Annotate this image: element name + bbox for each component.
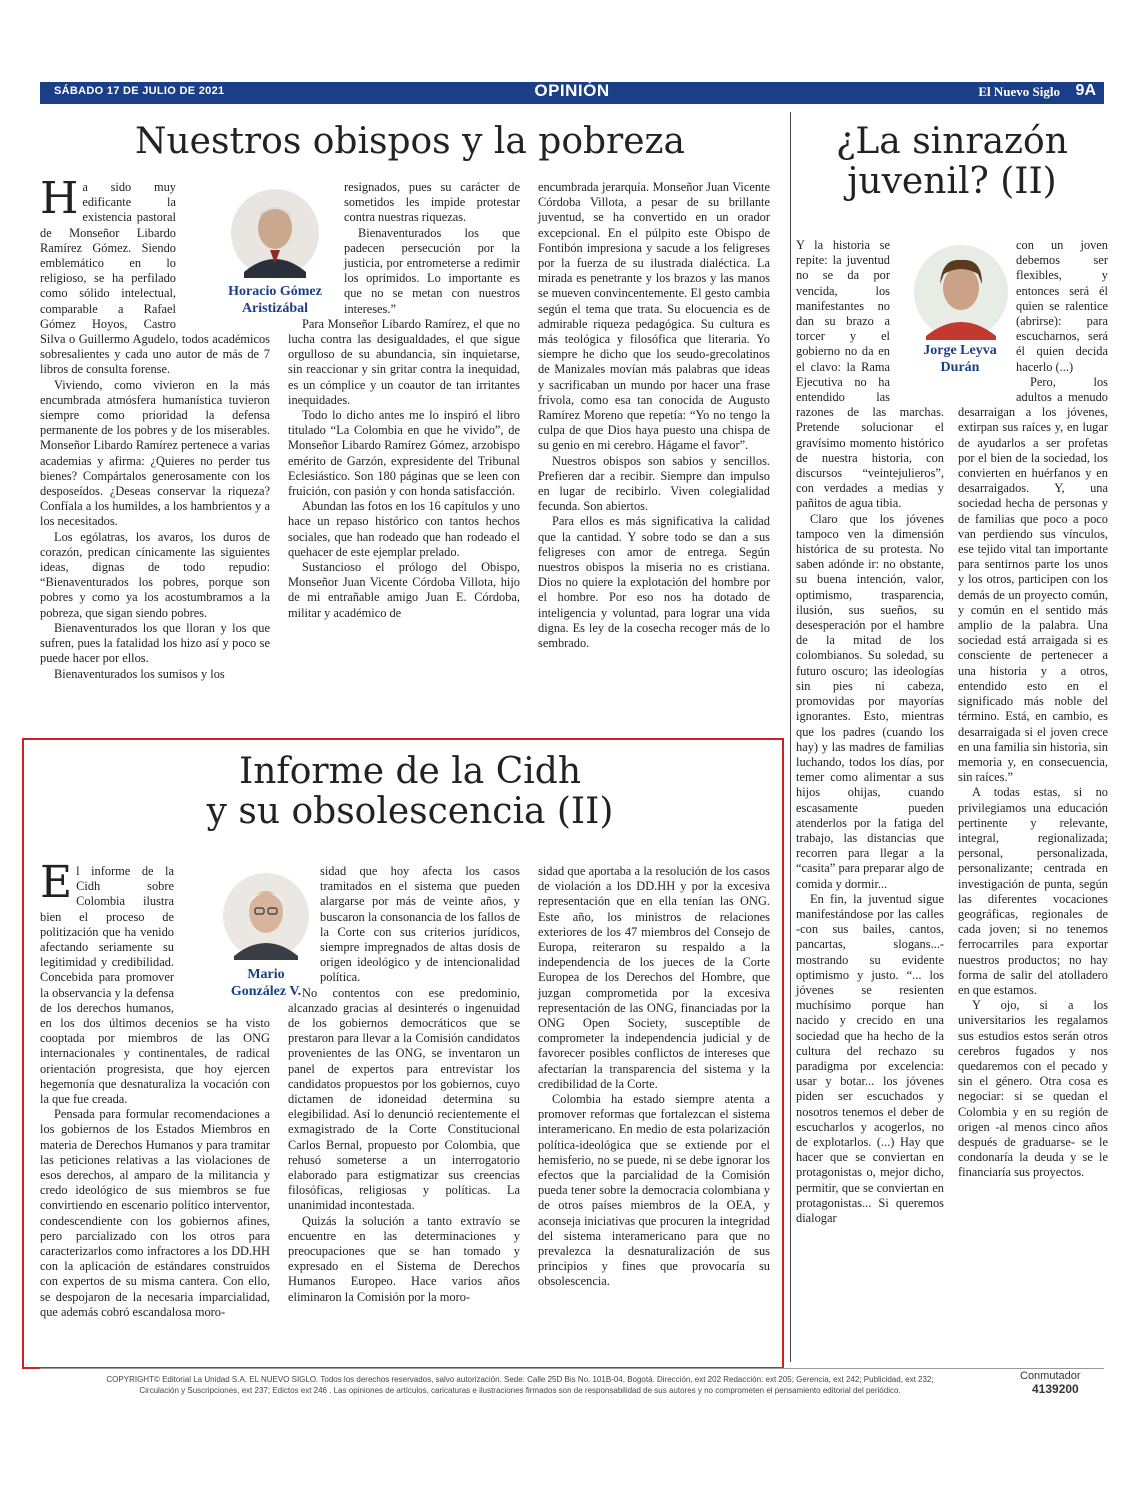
paragraph: Todo lo dicho antes me lo inspiró el libro titulado “La Colombia en que he vivido”, de Monseñor Libardo Ramírez Gómez, arzobispo emérito de Garzón, expresidente del Tribunal Eclesiástico. Son 180 páginas que se leen con fruición, con pasión y con honda satisfacción. — [288, 408, 520, 499]
paragraph: Bienaventurados los sumisos y los — [54, 666, 225, 681]
paragraph: Pero, los adultos a menudo desarraigan a los jóvenes, extirpan sus raíces y, en lugar de ayudarlos a ser profetas por el bien de la sociedad, los convierten en huérfanos y en desarraigados. Y, una sociedad hecha de personas y de familias que poco a poco van perdiendo sus vínculos, ese tejido vital tan importante para sentirnos parte los unos y los otros, participen con los demás de un proyecto común, y común en el sentido más amplio de la palabra. Una sociedad está arraigada si es consciente de pertenecer a una historia y a otros, entendido esto en el significado más noble del término. Está, en cambio, es desarraigada si el joven crece en una familia sin historia, sin memoria y, en consecuencia, sin raíces.” — [958, 374, 1108, 785]
paragraph: sidad que hoy afecta los casos tramitados en el sistema que pueden alargarse por más de veinte años, y buscaron la consonancia de los fallos de la Corte con sus criterios jurídicos, siempre impregnados de altas dosis de origen ideológico y de intencionalidad política. — [320, 864, 520, 985]
title-line: juvenil? (II) — [847, 161, 1057, 203]
paragraph: con un joven debemos ser flexibles, y entonces será él quien se ralentice (abrirse): para escucharnos, será él quien decida hacerlo (...) — [1016, 238, 1108, 374]
paragraph: Bienaventurados los que lloran y los que sufren, pues la fatalidad los hizo así y poco se puede hacer por ellos. — [40, 620, 270, 666]
paragraph: Y la historia se repite: la juventud no se da por vencida, los manifestantes no dan su brazo a torcer y el gobierno no da en el clavo: la Rama Ejecutiva no ha entendido las razones de las marchas. Pretende solucionar el gravísimo momento histórico de nuestra historia, con discursos “veintejulieros”, con verdades a medias y pañitos de agua tibia. — [796, 238, 944, 511]
paragraph: Quizás la solución a tanto extravío se encuentre en las determinaciones y preocupaciones que se han tomado y expresado en el Sistema de Derechos Humanos Europeo. Hace varios años eliminaron la Comisión por la moro- — [288, 1213, 520, 1304]
copyright-line: Circulación y Suscripciones, ext 237; Edictos ext 246 . Las opiniones de artículos, caricaturas e ilustraciones firmados son de responsabilidad de sus autores y no comprometen el pensamiento editorial del periódico. — [139, 1386, 901, 1395]
paragraph: Abundan las fotos en los 16 capítulos y uno hace un repaso histórico con tantos hechos sociales, que han rodeado que han rodeado el quehacer de este ejemplar prelado. — [288, 499, 520, 559]
paragraph: a sido muy edificante la existencia pastoral de Monseñor Libardo Ramírez Gómez. Siendo emblemático en lo religioso, se ha perfilado como sólido intelectual, comparable a Rafael Gómez Hoyos, Castro Silva o Guillermo Agudelo, todos académicos sobresalientes y cada uno autor de más de 7 libros de consulta forense. — [40, 180, 270, 377]
paragraph: resignados, pues su carácter de sometidos les impide protestar contra nuestras riquezas. — [344, 180, 520, 225]
title-line: y su obsolescencia (II) — [206, 791, 614, 833]
paragraph: En fin, la juventud sigue manifestándose por las calles -con sus bailes, cantos, pancartas, slogans...- mostrando su evidente optimismo y justo. “... los jóvenes se resienten muchísimo porque han nacido y crecido en una sociedad que ha hecho de la cultura del rechazo su paradigma por excelencia: usar y botar... los jóvenes piden ser escuchados y nosotros tenemos el deber de escucharlos y acogerlos, no de explotarlos. (...) Hay que hacer que se conviertan en protagonistas o, mejor dicho, permitir, que se conviertan en protagonistas... Si queremos dialogar — [796, 891, 944, 1225]
paragraph: l informe de la Cidh sobre Colombia ilustra bien el proceso de politización que ha venido afectando seriamente su legitimidad y credibilidad. Concebida para promover la observancia y la defensa de los derechos humanos, en los dos últimos decenios se ha visto cooptada por miembros de las ONG internacionales y continentales, de radical orientación progresista, que hoy ejercen hegemonía que desnaturaliza la vocación con la que fue creada. — [40, 864, 270, 1107]
paragraph: Y ojo, si a los universitarios les regalamos sus estudios estos serán otros cerebros fugados y nos quedaremos con el pecado y sin el género. Otra cosa es negociar: si se quedan el Colombia y en su región de origen -al menos cinco años después de graduarse- se le condonaría la deuda y se le financiaría sus proyectos. — [958, 998, 1108, 1180]
page-number: 9A — [1075, 82, 1096, 99]
paragraph: Para ellos es más significativa la calidad que la cantidad. Y sobre todo se dan a sus feligreses con amor de entrega. Según nuestros obispos la miseria no es cristiana. Dios no quiere la explotación del hombre por el hombre. Por eso nos ha dotado de inteligencia y voluntad, para lograr una vida digna. Es ley de la cosecha recoger más de lo sembrado. — [538, 514, 770, 651]
publication-name: El Nuevo Siglo — [978, 84, 1060, 99]
article3-title — [800, 122, 1104, 203]
paragraph: Nuestros obispos son sabios y sencillos. Prefieren dar a recibir. Siempre dan impulso en lugar de recibirlo. Viven colegialidad fecunda. Son abiertos. — [538, 453, 770, 514]
article1-title: Nuestros obispos y la pobreza — [135, 121, 685, 162]
paragraph: Los ególatras, los avaros, los duros de corazón, predican cínicamente las siguientes ideas, dignas de todo repudio: “Bienaventurados los pobres, porque son pobres y como ya los acostumbramos a la pobreza, que sigan siendo pobres. — [40, 529, 270, 620]
paragraph: Claro que los jóvenes tampoco ven la dimensión histórica de su protesta. No saben adónde ir: no obstante, su buena intención, valor, optimismo, trasparencia, ilusión, sus sueños, su desesperación por el hambre de la mitad de los colombianos. Su soledad, su futuro oscuro; las ideologías sin pies ni cabeza, promovidas por mayorías ignorantes. Esto, mientras que los padres (cuando los hay) y las madres de familias luchando, todos los días, por temer como alimentar a sus hijos ohijas, cuando escasamente pueden atenderlos por la fatiga del trabajo, las distancias que recorren para llegar a la “casita” para preparar algo de comida y dormir... — [796, 511, 944, 891]
copyright-notice — [40, 1374, 1000, 1396]
title-line: Informe de la Cidh — [239, 751, 581, 792]
paragraph: A todas estas, si no privilegiamos una educación pertinente y relevante, integral, regionalizada; personal, personalizada, personalizante; centrada en investigación de punta, según las diferentes vocaciones geográficas, regionales de cada joven; si no tenemos ferrocarriles para exportar nuestros productos; no hay forma de salir del atolladero en que estamos. — [958, 785, 1108, 997]
footer-rule — [40, 1368, 1104, 1369]
author-name-line: Jorge Leyva — [923, 343, 997, 358]
author-name-horacio-gomez: Horacio Gómez Aristizábal — [228, 284, 322, 316]
issue-date: SÁBADO 17 DE JULIO DE 2021 — [54, 85, 225, 97]
author-name-line: Durán — [940, 360, 980, 375]
title-line: ¿La sinrazón — [836, 121, 1068, 162]
section-title: OPINIÓN — [534, 81, 610, 100]
article1-column-3 — [538, 180, 770, 651]
article2-column-3 — [538, 864, 770, 1290]
dropcap: H — [40, 173, 79, 224]
switchboard-number: 4139200 — [1032, 1382, 1079, 1396]
paragraph: Para Monseñor Libardo Ramírez, el que no lucha contra las desigualdades, el que sigue orgulloso de su abundancia, sin inquietarse, sin reaccionar y sin gritar contra la inequidad, es un cómplice y un coautor de tan irritantes inequidades. — [288, 316, 520, 407]
paragraph: Bienaventurados los que padecen persecución por la justicia, por entrometerse a redimir los oprimidos. Lo importante es que no se metan con nuestros intereses.” — [344, 225, 520, 316]
article2-title — [40, 752, 780, 833]
paragraph: sidad que aportaba a la resolución de los casos de violación a los DD.HH y por la excesiva representación que en ella tenían las ONG. Este año, los ministros de relaciones exteriores de los 47 miembros del Consejo de Europa, reiteraron su respaldo a la independencia de los jueces de la Corte Europea de los Derechos del Hombre, que juzgan comprometida por la excesiva representación de las ONG, financiadas por la ONG Open Society, susceptible de comprometer la independencia judicial y de favorecer posibles conflictos de intereses que afectarían la transparencia del sistema y la credibilidad de la Corte. — [538, 864, 770, 1091]
article1-column-2 — [288, 180, 520, 621]
section-header-bar — [40, 82, 1104, 104]
paragraph: encumbrada jerarquía. Monseñor Juan Vicente Córdoba Villota, a pesar de su brillante juventud, se ha convertido en un orador excepcional. En el púlpito este Obispo de Fontibón impresiona y sacude a los feligreses por la fuerza de su ilustrada dialéctica. La mirada es penetrante y los brazos y las manos se mueven convincentemente. El gesto cambia según el tema que trata. Su elocuencia es de admirable riqueza pedagógica. Su cultura es más teológica y filosófica que literaria. Yo siempre he dicho que los seudo-grecolatinos de Manizales movían más palabras que ideas y sacrificaban un mundo por hacer una frase frívola, como esa tan conocida de Augusto Ramírez Moreno que repetía: “Yo no tengo la culpa de que Dios haya puesto una chispa de su genio en mi cerebro. Hágame el favor”. — [538, 180, 770, 453]
copyright-line: COPYRIGHT© Editorial La Unidad S.A. EL NUEVO SIGLO. Todos los derechos reservados, salvo autorización. Sede: Calle 25D Bis No. 101B-04, Bogotá. Dirección, ext 202 Redacción: ext 205; Gerencia, ext 242; Publicidad, ext 232; — [106, 1375, 934, 1384]
article3-column-1 — [796, 238, 944, 1226]
paragraph: Pensada para formular recomendaciones a los gobiernos de los Estados Miembros en materia de Derechos Humanos y para tramitar las peticiones relativas a las violaciones de esos derechos, al amparo de la militancia y credo ideológico de sus miembros se fue convirtiendo en escenario político interventor, condescendiente con los gobiernos afines, pero parcializado con los otros para caracterizarlos como infractores a los DD.HH con la aplicación de estándares construidos con expertos de su misma cantera. Con ello, se despojaron de la necesaria imparcialidad, que además cobró escandalosa moro- — [40, 1107, 270, 1319]
author-name-mario-gonzalez: Mario González V. — [230, 967, 302, 999]
column-divider — [790, 112, 791, 1362]
paragraph: No contentos con ese predominio, alcanzado gracias al desinterés o ingenuidad de los gobiernos democráticos que se prestaron para llevar a la Comisión candidatos provenientes de las ONG, se inventaron un panel de expertos para entrevistar los candidatos propuestos por los gobiernos, cuyo dictamen de idoneidad determina su elegibilidad. Así lo denunció recientemente el exmagistrado de la Corte Constitucional Carlos Bernal, propuesto por Colombia, que rehusó someterse a un interrogatorio elaborado para estigmatizar sus creencias filosóficas, religiosas y políticas. La unanimidad incontestada. — [288, 985, 520, 1213]
switchboard-label: Conmutador — [1020, 1370, 1081, 1382]
dropcap: E — [40, 857, 73, 908]
paragraph: Colombia ha estado siempre atenta a promover reformas que fortalezcan el sistema interamericano. En medio de esta polarización política-ideológica que se extiende por el hemisferio, no se puede, ni se debe ignorar los efectos que la parcialidad de la Comisión pueda tener sobre la democracia colombiana y de otros países miembros de la OEA, y aconseja iniciativas que procuren la integridad del sistema interamericano para que no prevalezca la desnaturalización de sus principios y fines que provocaría su obsolescencia. — [538, 1092, 770, 1289]
article3-column-2 — [958, 238, 1108, 1181]
paragraph: Viviendo, como vivieron en la más encumbrada atmósfera humanística tuvieron siempre como prioridad la defensa permanente de los pobres y de los miserables. Monseñor Libardo Ramírez pertenece a varias academias y afirma: ¿Quieres no perder tus bienes? Compártalos generosamente con los desposeídos. ¿Deseas conservar la riqueza? Confíala a los humildes, a los hambrientos y a los necesitados. — [40, 377, 270, 529]
paragraph: Sustancioso el prólogo del Obispo, Monseñor Juan Vicente Córdoba Villota, hijo de mi entrañable amigo Juan E. Córdoba, militar y académico de — [288, 560, 520, 620]
article2-column-2 — [288, 864, 520, 1305]
